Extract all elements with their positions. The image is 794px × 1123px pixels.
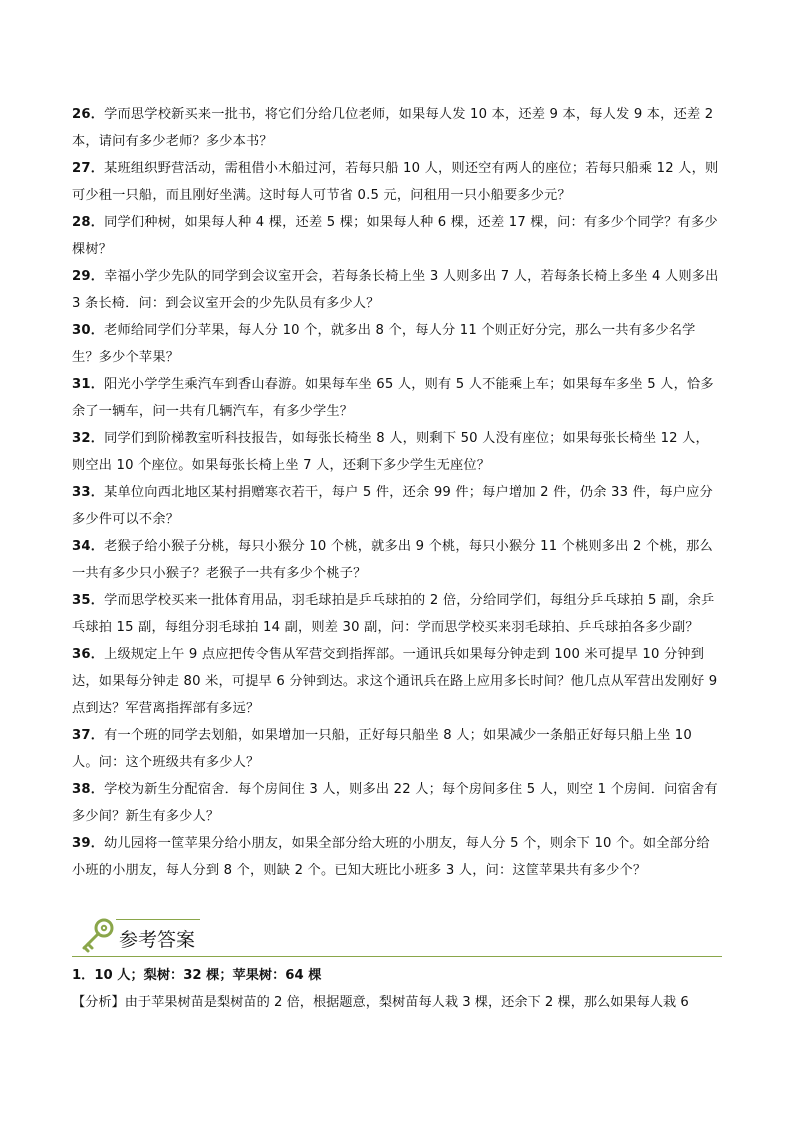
answers-section [72,962,722,1016]
question-text: 有一个班的同学去划船，如果增加一只船，正好每只船坐 8 人；如果减少一条船正好每只船上坐 10 人。问：这个班级共有多少人？ [72,728,692,770]
question-list [72,101,722,884]
question-number: 33． [72,485,105,500]
question-text: 老猴子给小猴子分桃，每只小猴分 10 个桃，就多出 9 个桃，每只小猴分 11 个桃则多出 2 个桃，那么一共有多少只小猴子？老猴子一共有多少个桃子？ [72,539,713,581]
answer-1: 1．10 人；梨树：32 棵；苹果树：64 棵 [72,968,322,983]
question-number: 37． [72,728,105,743]
question-number: 26． [72,107,105,122]
answers-heading-block [72,915,722,957]
question-number: 31． [72,377,105,392]
question-text: 学校为新生分配宿舍．每个房间住 3 人，则多出 22 人；每个房间多住 5 人，则空 1 个房间．问宿舍有多少间？新生有多少人？ [72,782,718,824]
question-number: 34． [72,539,105,554]
answers-heading: 参考答案 [119,929,196,951]
heading-divider [72,956,722,957]
key-icon [78,915,118,955]
question-28 [72,209,722,263]
question-text: 学而思学校买来一批体育用品，羽毛球拍是乒乓球拍的 2 倍，分给同学们，每组分乒乓球拍 5 副，余乒乓球拍 15 副，每组分羽毛球拍 14 副，则差 30 副，问：学而思学校买来羽毛球拍、乒乓球拍各多少副？ [72,593,715,635]
question-number: 32． [72,431,105,446]
question-number: 29． [72,269,105,284]
question-number: 30． [72,323,105,338]
question-text: 幸福小学少先队的同学到会议室开会，若每条长椅上坐 3 人则多出 7 人，若每条长椅上多坐 4 人则多出 3 条长椅．问：到会议室开会的少先队员有多少人？ [72,269,719,311]
question-39 [72,830,722,884]
question-31 [72,371,722,425]
question-number: 39． [72,836,105,851]
question-text: 上级规定上午 9 点应把传令售从军营交到指挥部。一通讯兵如果每分钟走到 100 米可提早 10 分钟到达，如果每分钟走 80 米，可提早 6 分钟到达。求这个通讯兵在路上应用多长时间？他几点从军营出发刚好 9 点到达？军营离指挥部有多远？ [72,647,718,716]
heading-top-line [116,919,200,920]
question-37 [72,722,722,776]
question-text: 某单位向西北地区某村捐赠寒衣若干，每户 5 件，还余 99 件；每户增加 2 件，仍余 33 件，每户应分多少件可以不余？ [72,485,713,527]
question-number: 27． [72,161,105,176]
question-32 [72,425,722,479]
question-text: 同学们种树，如果每人种 4 棵，还差 5 棵；如果每人种 6 棵，还差 17 棵，问：有多少个同学？有多少棵树？ [72,215,718,257]
question-26 [72,101,722,155]
analysis-tag: 【分析】 [72,995,125,1010]
question-text: 某班组织野营活动，需租借小木船过河，若每只船 10 人，则还空有两人的座位；若每只船乘 12 人，则可少租一只船，而且刚好坐满。这时每人可节省 0.5 元，问租用一只小船要多少元？ [72,161,719,203]
question-text: 学而思学校新买来一批书，将它们分给几位老师，如果每人发 10 本，还差 9 本，每人发 9 本，还差 2 本，请问有多少老师？多少本书？ [72,107,714,149]
question-35 [72,587,722,641]
question-29 [72,263,722,317]
question-text: 幼儿园将一筐苹果分给小朋友，如果全部分给大班的小朋友，每人分 5 个，则余下 10 个。如全部分给小班的小朋友，每人分到 8 个，则缺 2 个。已知大班比小班多 3 人，问：这筐苹果共有多少个？ [72,836,710,878]
question-number: 36． [72,647,105,662]
question-36 [72,641,722,722]
analysis-paragraph [72,989,722,1016]
question-number: 35． [72,593,105,608]
question-30 [72,317,722,371]
question-text: 同学们到阶梯教室听科技报告，如每张长椅坐 8 人，则剩下 50 人没有座位；如果每张长椅坐 12 人，则空出 10 个座位。如果每张长椅上坐 7 人，还剩下多少学生无座位？ [72,431,709,473]
question-number: 38． [72,782,105,797]
question-text: 阳光小学学生乘汽车到香山春游。如果每车坐 65 人，则有 5 人不能乘上车；如果每车多坐 5 人，恰多余了一辆车，问一共有几辆汽车，有多少学生？ [72,377,714,419]
question-text: 老师给同学们分苹果，每人分 10 个，就多出 8 个，每人分 11 个则正好分完，那么一共有多少名学生？多少个苹果？ [72,323,696,365]
question-38 [72,776,722,830]
question-34 [72,533,722,587]
question-27 [72,155,722,209]
analysis-text: 由于苹果树苗是梨树苗的 2 倍，根据题意，梨树苗每人栽 3 棵，还余下 2 棵，那么如果每人栽 6 [124,995,689,1010]
question-number: 28． [72,215,105,230]
question-33 [72,479,722,533]
